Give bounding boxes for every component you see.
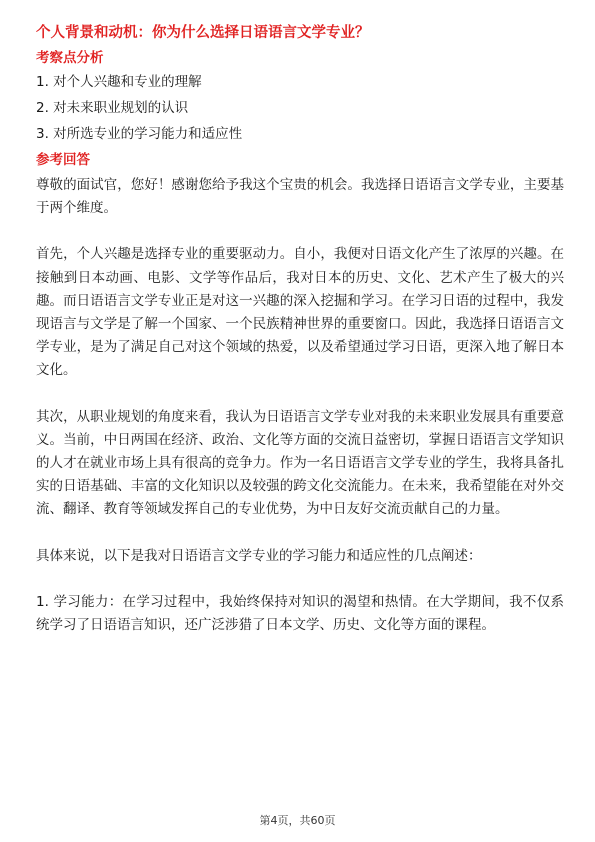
paragraph-gap: [36, 383, 564, 406]
paragraph-gap: [36, 568, 564, 591]
answer-paragraph: 具体来说，以下是我对日语语言文学专业的学习能力和适应性的几点阐述：: [36, 547, 482, 564]
answer-paragraph: 尊敬的面试官，您好！感谢您给予我这个宝贵的机会。我选择日语语言文学专业，主要基于两个维度。: [36, 177, 564, 217]
analysis-point: 3. 对所选专业的学习能力和适应性: [36, 126, 243, 142]
analysis-title: 考察点分析: [36, 50, 104, 66]
page-content: [36, 22, 564, 637]
page-number-footer: 第4页，共60页: [259, 814, 336, 827]
paragraph-gap: [36, 522, 564, 545]
analysis-point: 2. 对未来职业规划的认识: [36, 100, 189, 116]
answer-paragraph: 首先，个人兴趣是选择专业的重要驱动力。自小，我便对日语文化产生了浓厚的兴趣。在接触到日本动画、电影、文学等作品后，我对日本的历史、文化、艺术产生了极大的兴趣。而日语语言文学专业正是对这一兴趣的深入挖掘和学习。在学习日语的过程中，我发现语言与文学是了解一个国家、一个民族精神世界的重要窗口。因此，我选择日语语言文学专业，是为了满足自己对这个领域的热爱，以及希望通过学习日语，更深入地了解日本文化。: [36, 246, 564, 379]
analysis-point: 1. 对个人兴趣和专业的理解: [36, 74, 202, 90]
paragraph-gap: [36, 220, 564, 243]
question-heading: 个人背景和动机：你为什么选择日语语言文学专业？: [36, 25, 370, 41]
answer-paragraph: 其次，从职业规划的角度来看，我认为日语语言文学专业对我的未来职业发展具有重要意义。当前，中日两国在经济、政治、文化等方面的交流日益密切，掌握日语语言文学知识的人才在就业市场上具有很高的竞争力。作为一名日语语言文学专业的学生，我将具备扎实的日语基础、丰富的文化知识以及较强的跨文化交流能力。在未来，我希望能在对外交流、翻译、教育等领域发挥自己的专业优势，为中日友好交流贡献自己的力量。: [36, 408, 564, 518]
answer-paragraph: 1. 学习能力：在学习过程中，我始终保持对知识的渴望和热情。在大学期间，我不仅系统学习了日语语言知识，还广泛涉猎了日本文学、历史、文化等方面的课程。: [36, 593, 564, 634]
answer-title: 参考回答: [36, 152, 90, 168]
